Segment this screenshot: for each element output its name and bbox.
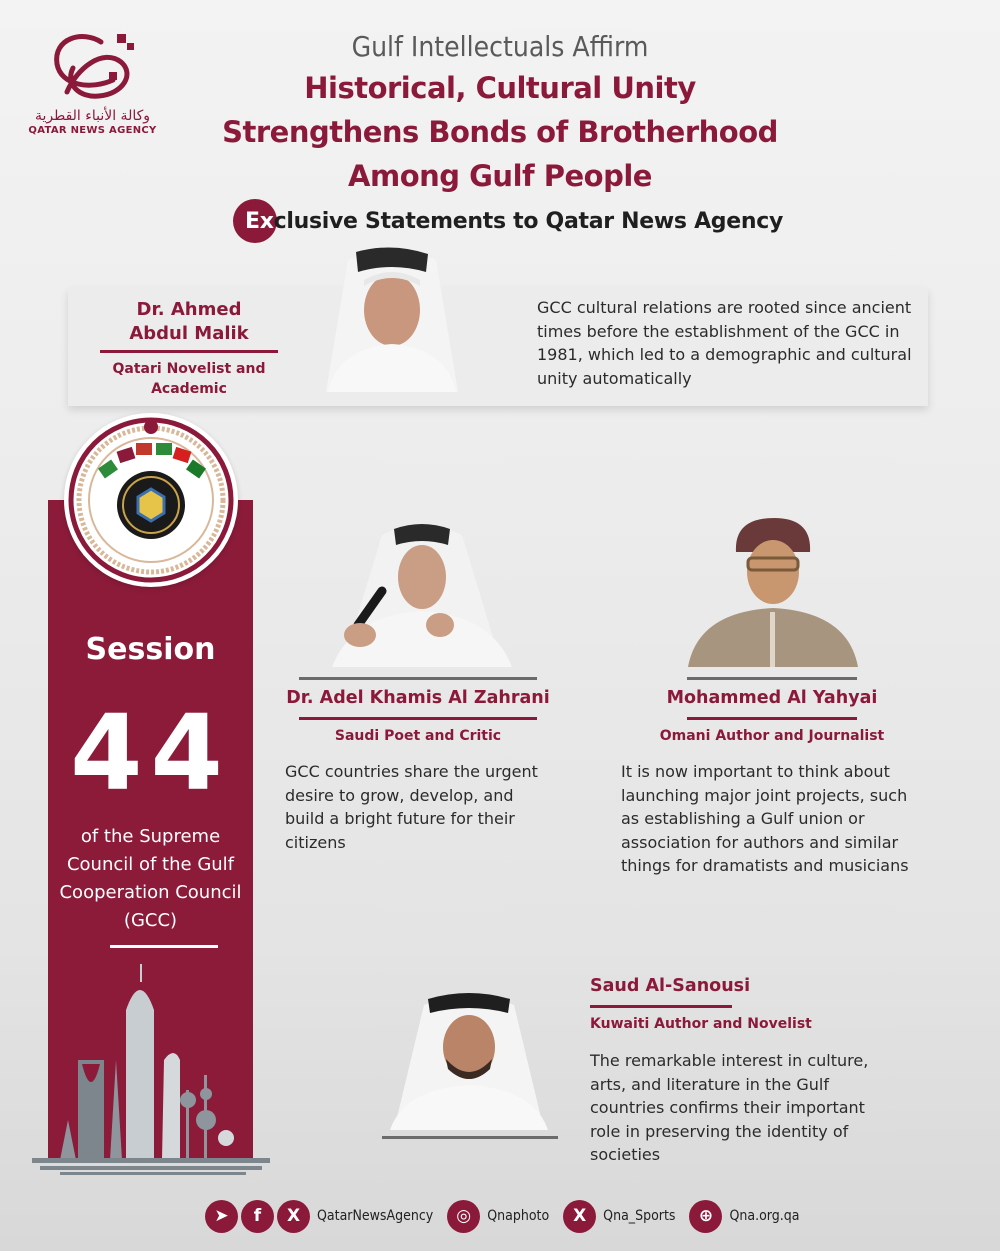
person-name-sanousi: Saud Al-Sanousi	[590, 976, 751, 996]
divider	[382, 1136, 558, 1139]
brand-arabic-name: وكالة الأنباء القطرية	[34, 108, 151, 124]
social-handle-qna-sports[interactable]: Qna_Sports	[603, 1208, 676, 1224]
facebook-icon[interactable]: f	[241, 1200, 274, 1233]
divider	[687, 677, 857, 680]
headline-line-3: Strengthens Bonds of Brotherhood	[222, 115, 778, 149]
headline-line-1: Gulf Intellectuals Affirm	[351, 30, 649, 63]
globe-icon[interactable]: ⊕	[689, 1200, 722, 1233]
headline-line-2: Historical, Cultural Unity	[304, 71, 696, 105]
qna-emblem-icon	[43, 28, 143, 104]
x-icon[interactable]: X	[563, 1200, 596, 1233]
social-handle-qatarnewsagency[interactable]: QatarNewsAgency	[317, 1208, 434, 1224]
photo-sanousi	[384, 985, 554, 1130]
divider	[110, 945, 218, 948]
instagram-icon[interactable]: ◎	[447, 1200, 480, 1233]
session-number: 44	[70, 692, 231, 814]
photo-ahmed	[308, 240, 476, 392]
brand-english-name: QATAR NEWS AGENCY	[28, 125, 157, 136]
quote-yahyai: It is now important to think about launching major joint projects, such as establishing a Gulf union or association for authors and similar things for dramatists and musicians	[621, 762, 909, 875]
social-links	[205, 1198, 813, 1234]
photo-yahyai	[688, 512, 858, 667]
divider	[299, 717, 537, 720]
divider	[299, 677, 537, 680]
person-title-yahyai: Omani Author and Journalist	[659, 728, 885, 744]
exclusive-subtitle	[233, 198, 783, 244]
person-name: Dr. Ahmed	[136, 299, 242, 320]
person-name: Abdul Malik	[129, 323, 249, 344]
quote-ahmed: GCC cultural relations are rooted since ancient times before the establishment of the GCC in 1981, which led to a demographic and cultural unity automatically	[537, 298, 912, 388]
divider	[100, 350, 278, 353]
divider	[687, 717, 857, 720]
session-label: Session	[85, 632, 216, 667]
qna-logo	[20, 28, 165, 136]
website-link[interactable]: Qna.org.qa	[729, 1208, 800, 1224]
headline-line-4: Among Gulf People	[348, 159, 652, 193]
social-handle-qnaphoto[interactable]: Qnaphoto	[487, 1208, 550, 1224]
quote-zahrani: GCC countries share the urgent desire to grow, develop, and build a bright future for their citizens	[285, 762, 538, 852]
person-name-yahyai: Mohammed Al Yahyai	[666, 688, 878, 708]
session-description: of the Supreme Council of the Gulf Cooperation Council (GCC)	[59, 826, 242, 931]
subtitle-rest: clusive Statements to Qatar News Agency	[273, 208, 784, 234]
person-title-sanousi: Kuwaiti Author and Novelist	[590, 1016, 812, 1032]
headline	[200, 28, 800, 198]
divider	[590, 1005, 732, 1008]
gcc-emblem	[64, 413, 238, 587]
person-title-zahrani: Saudi Poet and Critic	[334, 728, 502, 744]
person-ahmed-info	[100, 298, 278, 399]
gcc-seal-icon	[64, 413, 238, 587]
person-title: Qatari Novelist and	[112, 361, 266, 377]
photo-zahrani	[312, 515, 524, 667]
quote-sanousi: The remarkable interest in culture, arts, and literature in the Gulf countries confirms their important role in preserving the identity of societies	[590, 1051, 869, 1164]
telegram-icon[interactable]: ➤	[205, 1200, 238, 1233]
person-name-zahrani: Dr. Adel Khamis Al Zahrani	[286, 688, 550, 708]
gulf-skyline-illustration	[30, 960, 280, 1175]
subtitle-prefix: Ex	[245, 208, 274, 234]
person-title: Academic	[151, 381, 227, 397]
x-icon[interactable]: X	[277, 1200, 310, 1233]
